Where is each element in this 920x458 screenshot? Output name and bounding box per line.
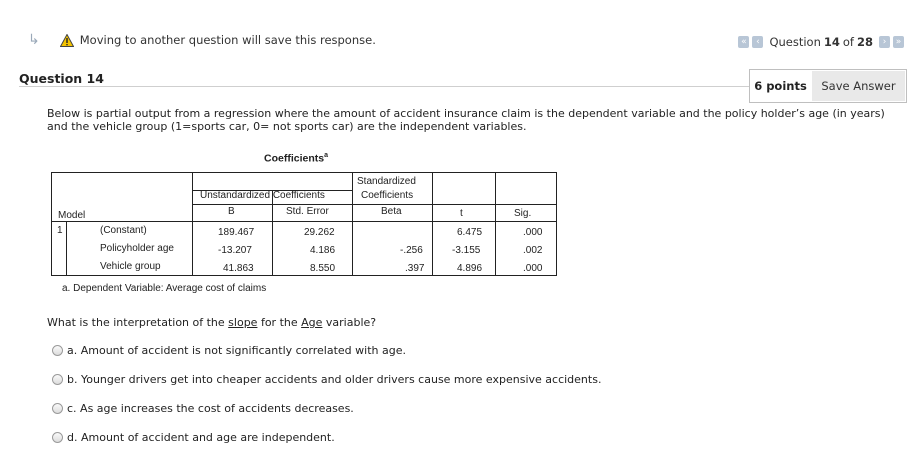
row-se: 8.550 [310, 263, 336, 274]
header-standardized-1: Standardized [357, 176, 416, 187]
row-sig: .000 [523, 263, 543, 274]
row-se: 29.262 [304, 227, 335, 238]
answer-option-a[interactable] [52, 344, 406, 357]
question-nav-prefix: Question [769, 35, 821, 49]
table-gridline [495, 173, 496, 275]
radio-button[interactable] [52, 374, 63, 385]
radio-button[interactable] [52, 403, 63, 414]
current-question-number: 14 [823, 35, 840, 49]
total-questions: 28 [856, 35, 873, 49]
points-box [749, 69, 907, 103]
coefficients-title-text: Coefficients [264, 152, 325, 165]
model-number: 1 [57, 225, 63, 236]
answer-option-c[interactable] [52, 402, 354, 415]
sub-question-post: variable? [322, 316, 377, 329]
question-text: Below is partial output from a regression where the amount of accident insurance claim is the dependent variable and the policy holder’s age (in years) and the vehicle group (1=sports car, 0= not sports car) are the independent variables. [47, 107, 885, 133]
answer-option-d[interactable] [52, 431, 335, 444]
header-b: B [228, 206, 235, 217]
question-title: Question 14 [19, 71, 104, 86]
table-gridline [66, 221, 67, 275]
header-sig: Sig. [514, 208, 532, 219]
save-notice-text: Moving to another question will save this response. [79, 33, 376, 47]
points-label: 6 points [754, 79, 807, 93]
last-question-icon[interactable]: » [893, 36, 904, 48]
answer-option-label: d. Amount of accident and age are independent. [67, 431, 335, 444]
row-beta: -.256 [400, 245, 423, 256]
header-unstandardized: Unstandardized Coefficients [200, 190, 325, 201]
return-arrow-icon: ↳ [28, 32, 40, 48]
table-gridline [352, 173, 353, 275]
coefficients-table [51, 172, 557, 276]
next-question-icon[interactable]: › [879, 36, 890, 48]
table-gridline [192, 173, 193, 275]
row-sig: .000 [523, 227, 543, 238]
row-name: Vehicle group [100, 261, 161, 272]
save-answer-button[interactable]: Save Answer [812, 71, 905, 101]
row-se: 4.186 [310, 245, 336, 256]
table-gridline [52, 221, 556, 222]
previous-question-icon[interactable]: ‹ [752, 36, 763, 48]
row-b: -13.207 [218, 245, 252, 256]
row-t: 4.896 [457, 263, 483, 274]
row-beta: .397 [405, 263, 425, 274]
table-gridline [192, 204, 556, 205]
row-t: -3.155 [452, 245, 481, 256]
row-b: 189.467 [218, 227, 255, 238]
header-divider [19, 86, 749, 87]
header-t: t [460, 208, 463, 219]
question-nav-of: of [842, 35, 854, 49]
row-name: (Constant) [100, 225, 147, 236]
sub-question-age: Age [301, 316, 323, 329]
radio-button[interactable] [52, 345, 63, 356]
answer-option-label: a. Amount of accident is not significantly correlated with age. [67, 344, 406, 357]
header-standardized-2: Coefficients [361, 190, 414, 201]
row-name: Policyholder age [100, 243, 174, 254]
table-footnote: a. Dependent Variable: Average cost of claims [62, 283, 267, 294]
header-beta: Beta [381, 206, 402, 217]
sub-question-mid: for the [257, 316, 302, 329]
table-gridline [432, 173, 433, 275]
header-std-error: Std. Error [286, 206, 329, 217]
header-model: Model [58, 210, 86, 221]
answer-option-label: b. Younger drivers get into cheaper accidents and older drivers cause more expensive accidents. [67, 373, 602, 386]
answer-option-b[interactable] [52, 373, 601, 386]
sub-question-pre: What is the interpretation of the [47, 316, 229, 329]
table-gridline [272, 190, 273, 275]
row-b: 41.863 [223, 263, 254, 274]
coefficients-title [264, 152, 328, 165]
save-notice [28, 32, 376, 48]
row-sig: .002 [523, 245, 543, 256]
coefficients-title-sup: a [324, 152, 328, 159]
answer-option-label: c. As age increases the cost of accidents decreases. [67, 402, 354, 415]
sub-question-slope: slope [228, 316, 258, 329]
radio-button[interactable] [52, 432, 63, 443]
question-navigation [738, 35, 904, 49]
row-t: 6.475 [457, 227, 483, 238]
sub-question [47, 316, 376, 329]
first-question-icon[interactable]: « [738, 36, 749, 48]
warning-icon [60, 34, 74, 47]
